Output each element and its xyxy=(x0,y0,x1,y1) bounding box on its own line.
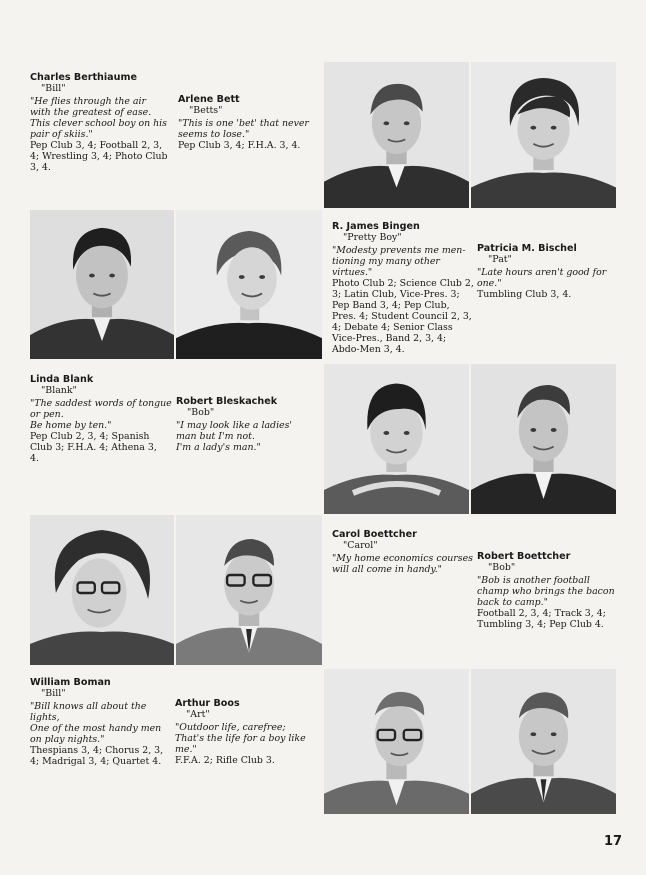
student-entry-berthiaume xyxy=(30,72,172,173)
student-quote: "My home economics courses will all come in handy." xyxy=(332,553,473,575)
student-activities: Football 2, 3, 4; Track 3, 4; Tumbling 3, 4; Pep Club 4. xyxy=(477,608,606,630)
student-nickname: "Carol" xyxy=(343,540,378,551)
student-quote: "This is one 'bet' that never seems to lose." xyxy=(178,118,309,140)
page-number: 17 xyxy=(604,834,623,849)
photo-bett xyxy=(471,62,616,208)
student-nickname: "Bill" xyxy=(41,688,66,699)
student-entry-robert-boettcher xyxy=(477,551,622,630)
student-activities: Pep Club 2, 3, 4; Spanish Club 3; F.H.A. 4; Athena 3, 4. xyxy=(30,431,157,464)
male-portrait-icon xyxy=(324,669,469,814)
student-quote: "Late hours aren't good for one." xyxy=(477,267,607,289)
male-portrait-icon xyxy=(30,210,174,359)
female-portrait-icon xyxy=(30,515,174,665)
student-quote: "Bill knows all about the lights, One of the most handy men on play nights." xyxy=(30,701,162,745)
student-name: R. James Bingen xyxy=(332,221,420,232)
student-entry-blank xyxy=(30,374,172,464)
student-entry-carol-boettcher xyxy=(332,529,474,575)
male-portrait-icon xyxy=(471,669,616,814)
student-activities: F.F.A. 2; Rifle Club 3. xyxy=(175,755,275,766)
student-quote: "He flies through the air with the greatest of ease. This clever school boy on his pair of skiis." xyxy=(30,96,167,140)
female-portrait-icon xyxy=(176,210,322,359)
photo-boos xyxy=(471,669,616,814)
student-entry-boman xyxy=(30,677,172,767)
student-name: Arlene Bett xyxy=(178,94,240,105)
student-nickname: "Betts" xyxy=(189,105,223,116)
male-portrait-icon xyxy=(471,364,616,514)
photo-berthiaume xyxy=(324,62,469,208)
student-entry-bett xyxy=(178,94,320,151)
student-activities: Pep Club 3, 4; Football 2, 3, 4; Wrestling 3, 4; Photo Club 3, 4. xyxy=(30,140,168,173)
student-name: Patricia M. Bischel xyxy=(477,243,577,254)
student-name: William Boman xyxy=(30,677,111,688)
student-name: Robert Boettcher xyxy=(477,551,571,562)
student-nickname: "Blank" xyxy=(41,385,77,396)
student-activities: Tumbling Club 3, 4. xyxy=(477,289,572,300)
student-activities: Photo Club 2; Science Club 2, 3; Latin Club, Vice-Pres. 3; Pep Band 3, 4; Pep Club, Pres. 4; Student Council 2, 3, 4; Debate 4; Senior Class Vice-Pres., Band 2, 3, 4; Abdo-Men 3, 4. xyxy=(332,278,474,355)
student-quote: "Outdoor life, carefree; That's the life for a boy like me." xyxy=(175,722,306,755)
student-nickname: "Art" xyxy=(186,709,210,720)
female-portrait-icon xyxy=(471,62,616,208)
photo-bingen xyxy=(30,210,174,359)
photo-robert-boettcher xyxy=(176,515,322,665)
photo-bischel xyxy=(176,210,322,359)
student-nickname: "Bob" xyxy=(488,562,516,573)
student-nickname: "Pretty Boy" xyxy=(343,232,402,243)
photo-blank xyxy=(324,364,469,514)
student-entry-bingen xyxy=(332,221,474,355)
student-activities: Pep Club 3, 4; F.H.A. 3, 4. xyxy=(178,140,301,151)
photo-carol-boettcher xyxy=(30,515,174,665)
student-nickname: "Bob" xyxy=(187,407,215,418)
student-name: Charles Berthiaume xyxy=(30,72,137,83)
student-entry-bleskachek xyxy=(176,396,320,453)
male-portrait-icon xyxy=(324,62,469,208)
student-entry-boos xyxy=(175,698,320,766)
student-name: Carol Boettcher xyxy=(332,529,417,540)
student-name: Arthur Boos xyxy=(175,698,240,709)
student-quote: "Modesty prevents me men- tioning my many other virtues." xyxy=(332,245,466,278)
photo-bleskachek xyxy=(471,364,616,514)
student-activities: Thespians 3, 4; Chorus 2, 3, 4; Madrigal 3, 4; Quartet 4. xyxy=(30,745,164,767)
female-portrait-icon xyxy=(324,364,469,514)
male-portrait-icon xyxy=(176,515,322,665)
photo-boman xyxy=(324,669,469,814)
student-quote: "I may look like a ladies' man but I'm not. I'm a lady's man." xyxy=(176,420,292,453)
student-name: Robert Bleskachek xyxy=(176,396,278,407)
student-nickname: "Pat" xyxy=(488,254,512,265)
student-quote: "The saddest words of tongue or pen. Be home by ten." xyxy=(30,398,172,431)
student-nickname: "Bill" xyxy=(41,83,66,94)
student-name: Linda Blank xyxy=(30,374,94,385)
student-entry-bischel xyxy=(477,243,622,300)
student-quote: "Bob is another football champ who brings the bacon back to camp." xyxy=(477,575,615,608)
